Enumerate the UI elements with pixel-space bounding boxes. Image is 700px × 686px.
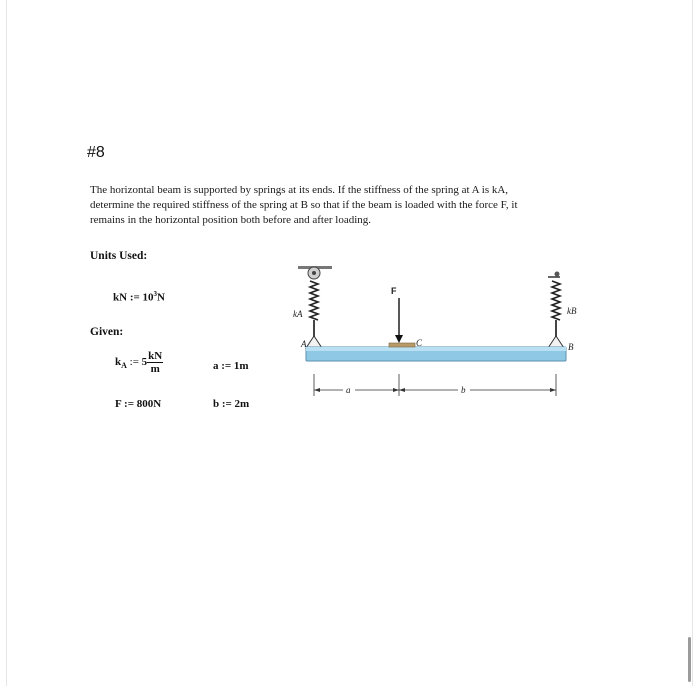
dim-arrow-icon: [393, 388, 399, 392]
point-b-label: B: [568, 342, 574, 352]
spring-right-label: kB: [567, 306, 577, 316]
a-definition: a := 1m: [213, 360, 249, 372]
ka-assign: :=: [129, 356, 139, 369]
assign-op: :=: [129, 291, 140, 304]
dim-a-label: a: [346, 385, 351, 395]
spring-left-icon: [310, 281, 318, 320]
statement-line-3: remains in the horizontal position both before and after loading.: [90, 214, 372, 226]
ka-symbol: k: [115, 356, 122, 369]
force-label: F: [391, 286, 397, 296]
ka-unit-numerator: kN: [148, 350, 163, 362]
mount-right-pin: [555, 272, 560, 277]
dim-b-label: b: [461, 385, 466, 395]
ka-subscript: A: [121, 361, 127, 371]
kn-unit: N: [157, 291, 165, 304]
dim-arrow-icon: [550, 388, 556, 392]
force-arrow-head-icon: [395, 335, 403, 343]
units-heading: Units Used:: [90, 250, 148, 262]
spring-left-label: kA: [293, 309, 303, 319]
kn-rhs: 10: [142, 291, 154, 304]
statement-line-1: The horizontal beam is supported by springs at its ends. If the stiffness of the spring at A is kA,: [90, 184, 509, 196]
pulley-left-hub: [312, 271, 316, 275]
kn-exponent: 3: [153, 290, 157, 298]
ka-unit-denominator: m: [150, 363, 160, 375]
dim-arrow-icon: [314, 388, 320, 392]
b-definition: b := 2m: [213, 398, 250, 410]
problem-number: #8: [87, 144, 105, 161]
beam-highlight: [306, 347, 566, 351]
given-heading: Given:: [90, 326, 124, 338]
f-definition: F := 800N: [115, 398, 162, 410]
support-a-icon: [306, 336, 322, 348]
statement-line-2: determine the required stiffness of the spring at B so that if the beam is loaded with the force F, it: [90, 199, 518, 211]
support-b-icon: [548, 336, 564, 348]
point-c-label: C: [416, 338, 423, 348]
kn-lhs: kN: [113, 291, 128, 304]
ka-value: 5: [141, 356, 148, 369]
dim-arrow-icon: [399, 388, 405, 392]
point-a-label: A: [301, 339, 307, 349]
spring-right-icon: [552, 281, 560, 320]
load-pad: [389, 343, 415, 347]
